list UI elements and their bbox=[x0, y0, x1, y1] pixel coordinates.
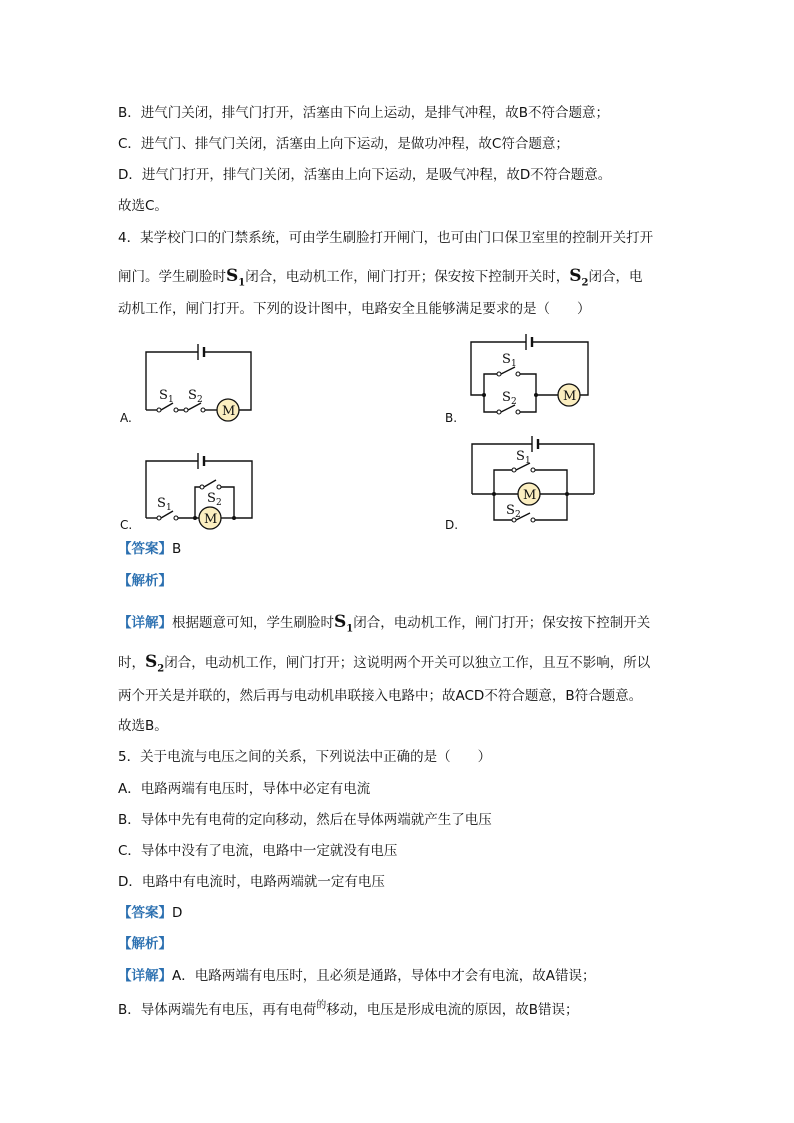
s1-label: S bbox=[157, 496, 166, 511]
q5-detail-text: B．导体两端先有电压，再有电荷 bbox=[118, 1002, 317, 1018]
option-a-label: A. bbox=[120, 411, 132, 425]
s1-label: S bbox=[516, 449, 525, 464]
q4-stem-line2 bbox=[118, 266, 643, 293]
q4-answer-line bbox=[118, 539, 181, 559]
q5-detail-text: 移动，电压是形成电流的原因，故B错误； bbox=[326, 1002, 579, 1018]
motor-label: M bbox=[523, 488, 537, 503]
svg-text:2: 2 bbox=[216, 498, 222, 508]
svg-text:1: 1 bbox=[525, 456, 531, 466]
detail-tag: 【详解】 bbox=[118, 615, 172, 631]
q4-detail-text: 闭合，电动机工作，闸门打开；保安按下控制开关 bbox=[353, 615, 651, 631]
q5-option-a: A．电路两端有电压时，导体中必定有电流 bbox=[118, 781, 371, 797]
s2-label: S bbox=[506, 503, 515, 518]
detail-tag: 【详解】 bbox=[118, 968, 172, 984]
q4-detail-line3: 两个开关是并联的，然后再与电动机串联接入电路中；故ACD不符合题意，B符合题意。 bbox=[118, 688, 643, 704]
analysis-tag: 【解析】 bbox=[118, 936, 172, 952]
svg-text:1: 1 bbox=[168, 395, 174, 405]
q4-stem-part-b: 闭合，电动机工作，闸门打开；保安按下控制开关时， bbox=[245, 269, 570, 285]
svg-text:1: 1 bbox=[166, 503, 172, 513]
q5-analysis-line bbox=[118, 934, 172, 954]
analysis-tag: 【解析】 bbox=[118, 573, 172, 589]
s1-label: S bbox=[502, 352, 511, 367]
answer-tag: 【答案】 bbox=[118, 905, 172, 921]
q4-stem-line1: 4．某学校门口的门禁系统，可由学生刷脸打开闸门，也可由门口保卫室里的控制开关打开 bbox=[118, 230, 654, 246]
option-b-label: B. bbox=[445, 411, 458, 425]
svg-text:2: 2 bbox=[197, 395, 203, 405]
s1-symbol: $S_1$ bbox=[334, 612, 354, 635]
q4-detail-line1 bbox=[118, 612, 650, 639]
svg-text:1: 1 bbox=[511, 359, 517, 369]
answer-tag: 【答案】 bbox=[118, 541, 172, 557]
motor-label: M bbox=[222, 404, 236, 419]
svg-text:2: 2 bbox=[515, 510, 521, 520]
circuit-diagram-c bbox=[140, 446, 260, 528]
s2-label: S bbox=[188, 388, 197, 403]
q4-stem-part-c: 闭合，电 bbox=[588, 269, 643, 285]
motor-label: M bbox=[204, 512, 218, 527]
answer-value: B bbox=[172, 541, 182, 557]
option-d-label: D. bbox=[445, 518, 459, 532]
circuit-diagram-a bbox=[140, 336, 260, 421]
q5-answer-line bbox=[118, 903, 182, 923]
q4-stem-part-a: 闸门。学生刷脸时 bbox=[118, 269, 226, 285]
q5-detail-b bbox=[118, 1000, 579, 1022]
option-d-line: D．进气门打开，排气门关闭，活塞由上向下运动，是吸气冲程，故D不符合题意。 bbox=[118, 167, 612, 183]
circuit-diagram-b bbox=[466, 330, 596, 422]
q4-detail-text: 根据题意可知，学生刷脸时 bbox=[172, 615, 334, 631]
q5-option-d: D．电路中有电流时，电路两端就一定有电压 bbox=[118, 874, 385, 890]
circuit-diagram-d bbox=[466, 432, 596, 524]
q5-detail-a bbox=[118, 966, 595, 986]
q5-option-c: C．导体中没有了电流，电路中一定就没有电压 bbox=[118, 843, 398, 859]
q4-stem-line3: 动机工作，闸门打开。下列的设计图中，电路安全且能够满足要求的是（ ） bbox=[118, 301, 591, 317]
s2-symbol: $S_2$ bbox=[569, 266, 589, 289]
s2-label: S bbox=[502, 390, 511, 405]
q5-detail-text: A．电路两端有电压时，且必须是通路，导体中才会有电流，故A错误； bbox=[172, 968, 596, 984]
q4-analysis-line bbox=[118, 571, 172, 591]
option-b-line: B．进气门关闭，排气门打开，活塞由下向上运动，是排气冲程，故B不符合题意； bbox=[118, 105, 610, 121]
option-c-line: C．进气门、排气门关闭，活塞由上向下运动，是做功冲程，故C符合题意； bbox=[118, 136, 569, 152]
choose-c-line: 故选C。 bbox=[118, 198, 168, 214]
s1-symbol: $S_1$ bbox=[226, 266, 246, 289]
q5-detail-de: 的 bbox=[316, 1000, 327, 1011]
option-c-label: C. bbox=[120, 518, 133, 532]
q4-choose-line: 故选B。 bbox=[118, 718, 168, 734]
q5-stem: 5．关于电流与电压之间的关系，下列说法中正确的是（ ） bbox=[118, 749, 492, 765]
q5-option-b: B．导体中先有电荷的定向移动，然后在导体两端就产生了电压 bbox=[118, 812, 492, 828]
q4-detail-text: 闭合，电动机工作，闸门打开；这说明两个开关可以独立工作，且互不影响，所以 bbox=[164, 655, 651, 671]
q4-detail-text: 时， bbox=[118, 655, 145, 671]
svg-text:2: 2 bbox=[511, 397, 517, 407]
s2-symbol: $S_2$ bbox=[145, 652, 165, 675]
q4-detail-line2 bbox=[118, 652, 650, 679]
answer-value: D bbox=[172, 905, 183, 921]
s1-label: S bbox=[159, 388, 168, 403]
s2-label: S bbox=[207, 491, 216, 506]
motor-label: M bbox=[563, 389, 577, 404]
